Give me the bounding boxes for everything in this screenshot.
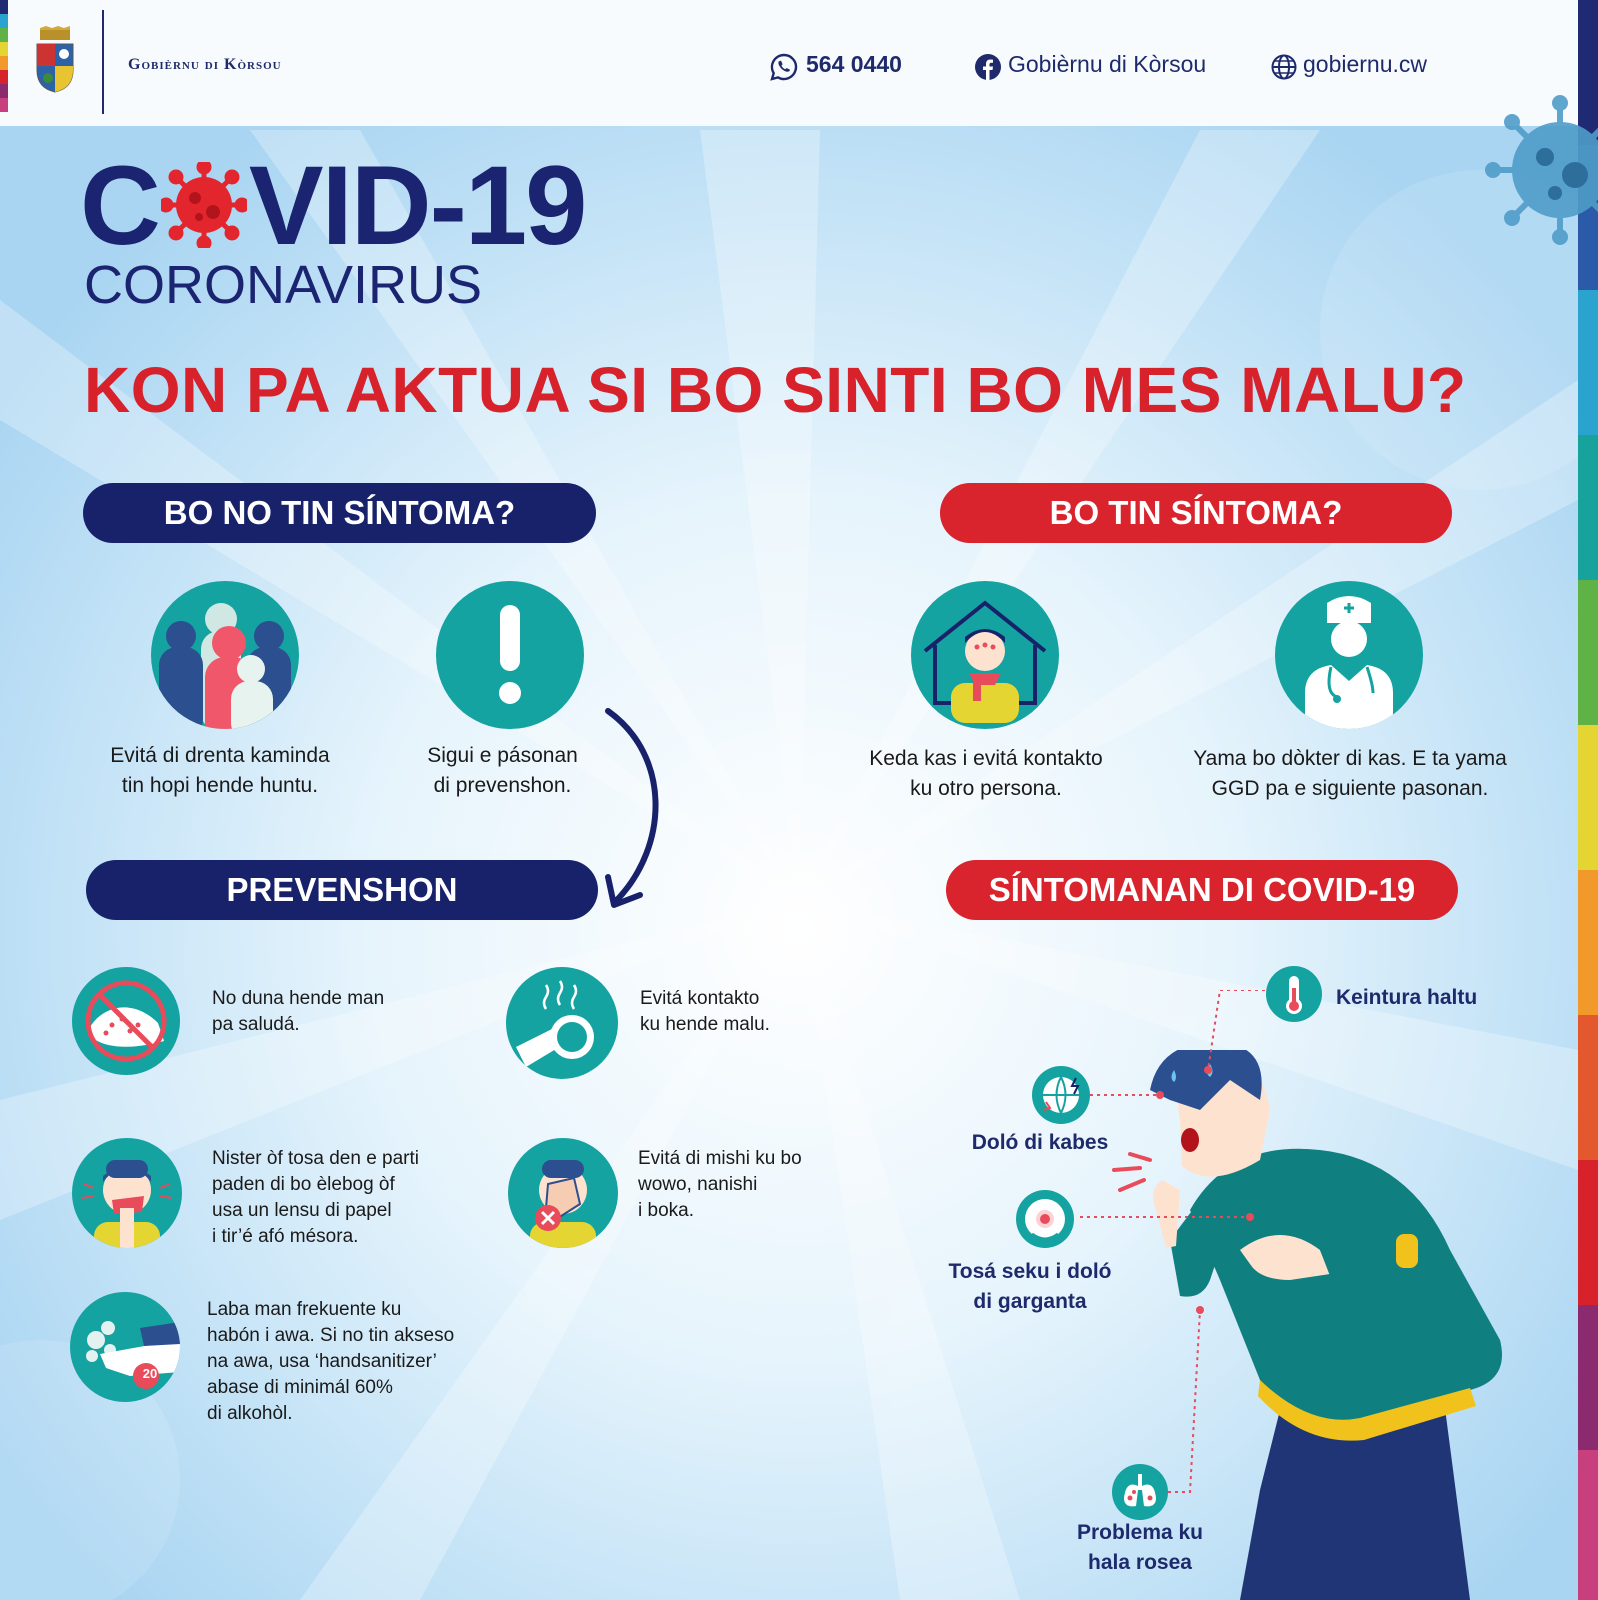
symptom-breathing-line2: hala rosea — [1088, 1551, 1192, 1574]
avoid-sick-line1: Evitá kontakto — [640, 988, 760, 1009]
call-doctor-line2: GGD pa e siguiente pasonan. — [1211, 777, 1489, 800]
warning-icon — [436, 581, 584, 729]
hand-wash-line4: abase di minimál 60% — [207, 1377, 393, 1398]
virus-decoration-icon — [1485, 95, 1598, 245]
hand-wash-line3: na awa, usa ‘handsanitizer’ — [207, 1351, 437, 1372]
no-face-touch-text — [638, 1146, 802, 1224]
symptom-dry-cough-line1: Tosá seku i doló — [948, 1260, 1112, 1283]
no-face-touch-icon — [508, 1138, 618, 1248]
stay-home-line2: ku otro persona. — [910, 777, 1062, 800]
symptom-dry-cough-line2: di garganta — [973, 1290, 1087, 1313]
government-name: Gobièrnu di Kòrsou — [128, 56, 282, 73]
website-link[interactable]: gobiernu.cw — [1303, 51, 1428, 77]
symptom-high-fever: Keintura haltu — [1336, 986, 1478, 1009]
no-handshake-text — [212, 986, 384, 1038]
facebook-link[interactable]: Gobièrnu di Kòrsou — [1008, 51, 1207, 77]
hand-wash-line2: habón i awa. Si no tin akseso — [207, 1325, 455, 1346]
curved-arrow-icon — [600, 705, 680, 915]
cough-elbow-line3: usa un lensu di papel — [212, 1200, 392, 1221]
phone-number[interactable]: 564 0440 — [806, 51, 902, 77]
symptom-connectors — [1080, 990, 1340, 1510]
avoid-sick-line2: ku hende malu. — [640, 1014, 770, 1035]
no-handshake-line1: No duna hende man — [212, 988, 385, 1009]
no-face-touch-line3: i boka. — [638, 1200, 694, 1221]
symptom-headache: Doló di kabes — [971, 1131, 1109, 1154]
thermometer-icon — [1266, 966, 1322, 1022]
no-symptoms-heading: BO NO TIN SÍNTOMA? — [83, 483, 596, 543]
coat-of-arms-logo — [34, 26, 76, 94]
no-handshake-icon — [72, 967, 180, 1075]
coronavirus-subtitle: CORONAVIRUS — [84, 255, 483, 315]
covid-title-c: C — [80, 143, 159, 268]
follow-prevention-caption — [380, 741, 625, 801]
avoid-sick-contact-icon — [506, 967, 618, 1079]
follow-prevention-line1: Sigui e pásonan — [427, 744, 578, 767]
covid-symptoms-heading: SÍNTOMANAN DI COVID-19 — [946, 860, 1458, 920]
facebook-icon — [975, 54, 1001, 80]
header-divider — [102, 10, 104, 114]
symptom-dry-cough-sore-throat — [910, 1257, 1150, 1317]
no-handshake-line2: pa saludá. — [212, 1014, 300, 1035]
symptom-breathing-line1: Problema ku — [1076, 1521, 1204, 1544]
avoid-sick-text — [640, 986, 770, 1038]
doctor-icon — [1275, 581, 1423, 729]
hand-wash-line5: di alkohòl. — [207, 1403, 293, 1424]
sore-throat-icon — [1016, 1190, 1074, 1248]
seconds-badge: 20 — [142, 1366, 158, 1381]
crowd-icon — [151, 581, 299, 729]
stay-home-caption — [836, 744, 1136, 804]
virus-letter-o-icon — [161, 162, 247, 248]
no-face-touch-line1: Evitá di mishi ku bo — [638, 1148, 802, 1169]
no-face-touch-line2: wowo, nanishi — [638, 1174, 758, 1195]
call-doctor-caption — [1150, 744, 1550, 804]
main-question: KON PA AKTUA SI BO SINTI BO MES MALU? — [84, 354, 1467, 426]
symptom-breathing-problem — [1040, 1518, 1240, 1578]
whatsapp-icon — [770, 53, 798, 81]
avoid-crowds-caption — [70, 741, 370, 801]
hand-wash-text — [207, 1297, 454, 1427]
globe-icon — [1271, 54, 1297, 80]
cough-elbow-text — [212, 1146, 419, 1250]
has-symptoms-heading: BO TIN SÍNTOMA? — [940, 483, 1452, 543]
cough-elbow-line2: paden di bo èlebog òf — [212, 1174, 395, 1195]
stay-home-line1: Keda kas i evitá kontakto — [869, 747, 1103, 770]
prevention-heading: PREVENSHON — [86, 860, 598, 920]
stay-home-icon — [911, 581, 1059, 729]
cough-elbow-line4: i tir’é afó mésora. — [212, 1226, 359, 1247]
hand-wash-icon — [70, 1292, 180, 1402]
avoid-crowds-line2: tin hopi hende huntu. — [121, 774, 319, 797]
headache-icon — [1032, 1066, 1090, 1124]
lungs-icon — [1112, 1464, 1168, 1520]
cough-elbow-icon — [72, 1138, 182, 1248]
hand-wash-line1: Laba man frekuente ku — [207, 1299, 402, 1320]
follow-prevention-line2: di prevenshon. — [433, 774, 572, 797]
header-bar — [0, 0, 1578, 126]
left-color-marks — [0, 0, 8, 112]
cough-elbow-line1: Nister òf tosa den e parti — [212, 1148, 419, 1169]
avoid-crowds-line1: Evitá di drenta kaminda — [110, 744, 330, 767]
covid-title — [80, 143, 586, 268]
call-doctor-line1: Yama bo dòkter di kas. E ta yama — [1193, 747, 1507, 770]
covid-title-rest: VID-19 — [248, 143, 586, 268]
